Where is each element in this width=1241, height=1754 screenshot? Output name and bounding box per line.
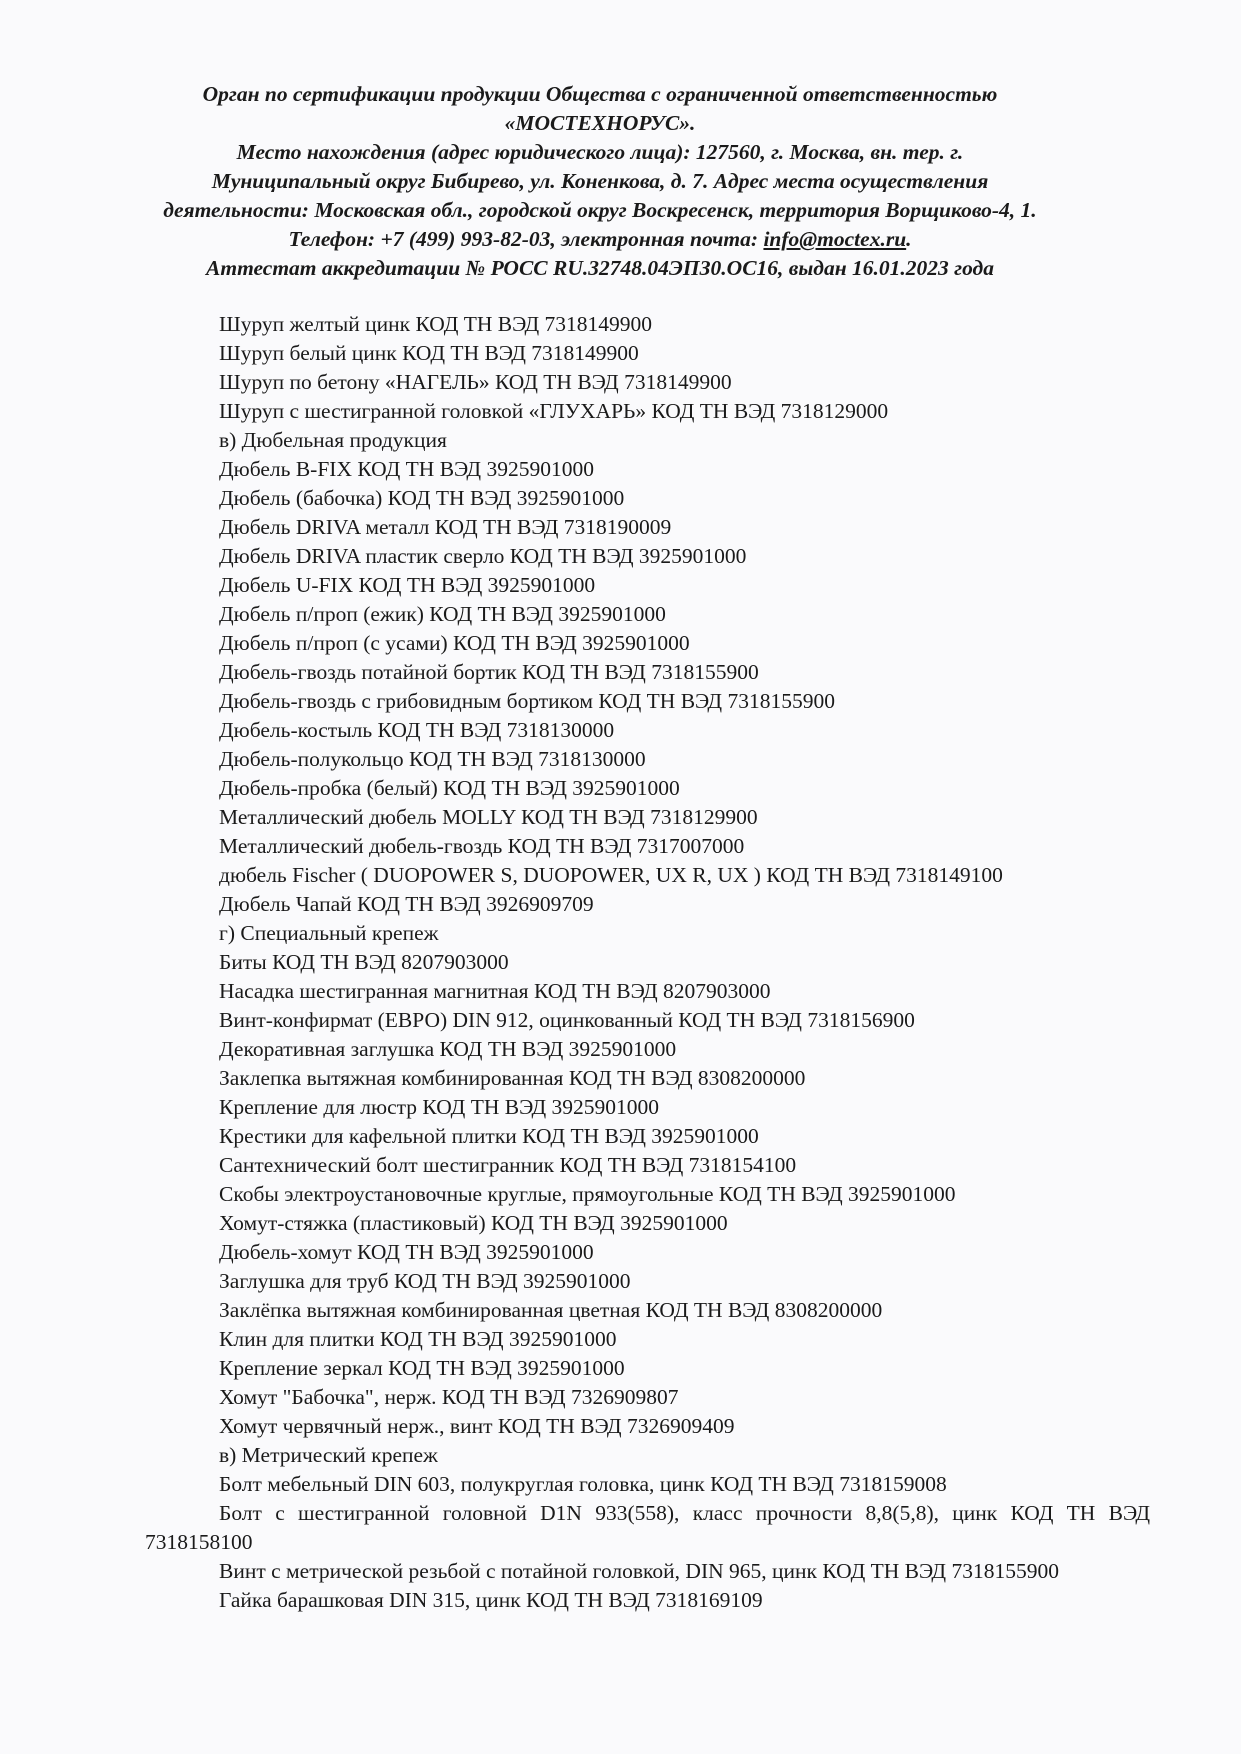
product-line: Дюбель-гвоздь с грибовидным бортиком КОД ТН ВЭД 7318155900 <box>219 689 835 713</box>
product-list <box>145 310 1150 1615</box>
product-line: Хомут "Бабочка", нерж. КОД ТН ВЭД 7326909807 <box>219 1385 679 1409</box>
header-legal-address: Место нахождения (адрес юридического лица): 127560, г. Москва, вн. тер. г. <box>236 140 964 164</box>
product-line: г) Специальный крепеж <box>219 921 439 945</box>
product-line: в) Метрический крепеж <box>219 1443 438 1467</box>
product-line: Дюбель DRIVA пластик сверло КОД ТН ВЭД 3925901000 <box>219 544 747 568</box>
product-line: Дюбель Чапай КОД ТН ВЭД 3926909709 <box>219 892 594 916</box>
product-line: Сантехнический болт шестигранник КОД ТН ВЭД 7318154100 <box>219 1153 797 1177</box>
product-line: Металлический дюбель MOLLY КОД ТН ВЭД 7318129900 <box>219 805 758 829</box>
product-line: Металлический дюбель-гвоздь КОД ТН ВЭД 7317007000 <box>219 834 745 858</box>
header-accreditation: Аттестат аккредитации № РОСС RU.32748.04ЭПЗ0.ОС16, выдан 16.01.2023 года <box>206 256 994 280</box>
header-email-link[interactable]: info@moctex.ru <box>763 227 907 251</box>
header-org-name-cont: «МОСТЕХНОРУС». <box>504 111 696 135</box>
product-line: Дюбель-полукольцо КОД ТН ВЭД 7318130000 <box>219 747 646 771</box>
product-line: Крепление зеркал КОД ТН ВЭД 3925901000 <box>219 1356 625 1380</box>
product-line: Биты КОД ТН ВЭД 8207903000 <box>219 950 509 974</box>
product-line: Шуруп с шестигранной головкой «ГЛУХАРЬ» КОД ТН ВЭД 7318129000 <box>219 399 889 423</box>
product-line: Дюбель п/проп (с усами) КОД ТН ВЭД 3925901000 <box>219 631 690 655</box>
product-line: Дюбель п/проп (ежик) КОД ТН ВЭД 3925901000 <box>219 602 666 626</box>
product-line: Декоративная заглушка КОД ТН ВЭД 3925901000 <box>219 1037 677 1061</box>
product-line: Винт-конфирмат (ЕВРО) DIN 912, оцинкованный КОД ТН ВЭД 7318156900 <box>219 1008 915 1032</box>
product-line: в) Дюбельная продукция <box>219 428 447 452</box>
product-line: Дюбель DRIVA металл КОД ТН ВЭД 7318190009 <box>219 515 672 539</box>
product-line: дюбель Fischer ( DUOPOWER S, DUOPOWER, UX R, UX ) КОД ТН ВЭД 7318149100 <box>219 863 1003 887</box>
product-line: Дюбель-костыль КОД ТН ВЭД 7318130000 <box>219 718 615 742</box>
header-contacts <box>100 225 1100 254</box>
header-activity-address: деятельности: Московская обл., городской округ Воскресенск, территория Ворщиково-4, 1. <box>163 198 1037 222</box>
product-line: Гайка барашковая DIN 315, цинк КОД ТН ВЭД 7318169109 <box>219 1588 763 1612</box>
header-phone: Телефон: +7 (499) 993-82-03, электронная почта: <box>288 227 764 251</box>
product-line: Крестики для кафельной плитки КОД ТН ВЭД 3925901000 <box>219 1124 759 1148</box>
product-paragraph: Болт с шестигранной головной D1N 933(558), класс прочности 8,8(5,8), цинк КОД ТН ВЭД 7318158100 <box>145 1501 1150 1554</box>
product-line: Заклепка вытяжная комбинированная КОД ТН ВЭД 8308200000 <box>219 1066 806 1090</box>
product-line: Хомут червячный нерж., винт КОД ТН ВЭД 7326909409 <box>219 1414 735 1438</box>
product-line: Крепление для люстр КОД ТН ВЭД 3925901000 <box>219 1095 659 1119</box>
product-line: Шуруп белый цинк КОД ТН ВЭД 7318149900 <box>219 341 639 365</box>
product-line: Заклёпка вытяжная комбинированная цветная КОД ТН ВЭД 8308200000 <box>219 1298 883 1322</box>
product-line: Заглушка для труб КОД ТН ВЭД 3925901000 <box>219 1269 631 1293</box>
header-email-suffix: . <box>906 227 912 251</box>
header-legal-address-cont: Муниципальный округ Бибирево, ул. Коненкова, д. 7. Адрес места осуществления <box>211 169 989 193</box>
certification-body-header <box>100 80 1100 283</box>
product-line: Дюбель-гвоздь потайной бортик КОД ТН ВЭД 7318155900 <box>219 660 759 684</box>
product-line: Шуруп желтый цинк КОД ТН ВЭД 7318149900 <box>219 312 653 336</box>
product-line: Дюбель (бабочка) КОД ТН ВЭД 3925901000 <box>219 486 625 510</box>
product-line: Шуруп по бетону «НАГЕЛЬ» КОД ТН ВЭД 7318149900 <box>219 370 732 394</box>
product-line: Дюбель-пробка (белый) КОД ТН ВЭД 3925901000 <box>219 776 680 800</box>
product-line: Хомут-стяжка (пластиковый) КОД ТН ВЭД 3925901000 <box>219 1211 728 1235</box>
product-line: Дюбель B-FIX КОД ТН ВЭД 3925901000 <box>219 457 594 481</box>
product-line: Клин для плитки КОД ТН ВЭД 3925901000 <box>219 1327 617 1351</box>
product-line: Болт мебельный DIN 603, полукруглая головка, цинк КОД ТН ВЭД 7318159008 <box>219 1472 947 1496</box>
product-paragraph: Винт с метрической резьбой с потайной головкой, DIN 965, цинк КОД ТН ВЭД 7318155900 <box>219 1559 1059 1583</box>
product-line: Насадка шестигранная магнитная КОД ТН ВЭД 8207903000 <box>219 979 771 1003</box>
product-line: Дюбель U-FIX КОД ТН ВЭД 3925901000 <box>219 573 596 597</box>
product-lines <box>145 310 1150 1499</box>
header-org-name: Орган по сертификации продукции Общества с ограниченной ответственностью <box>202 82 998 106</box>
product-line: Скобы электроустановочные круглые, прямоугольные КОД ТН ВЭД 3925901000 <box>219 1182 956 1206</box>
product-line: Дюбель-хомут КОД ТН ВЭД 3925901000 <box>219 1240 594 1264</box>
